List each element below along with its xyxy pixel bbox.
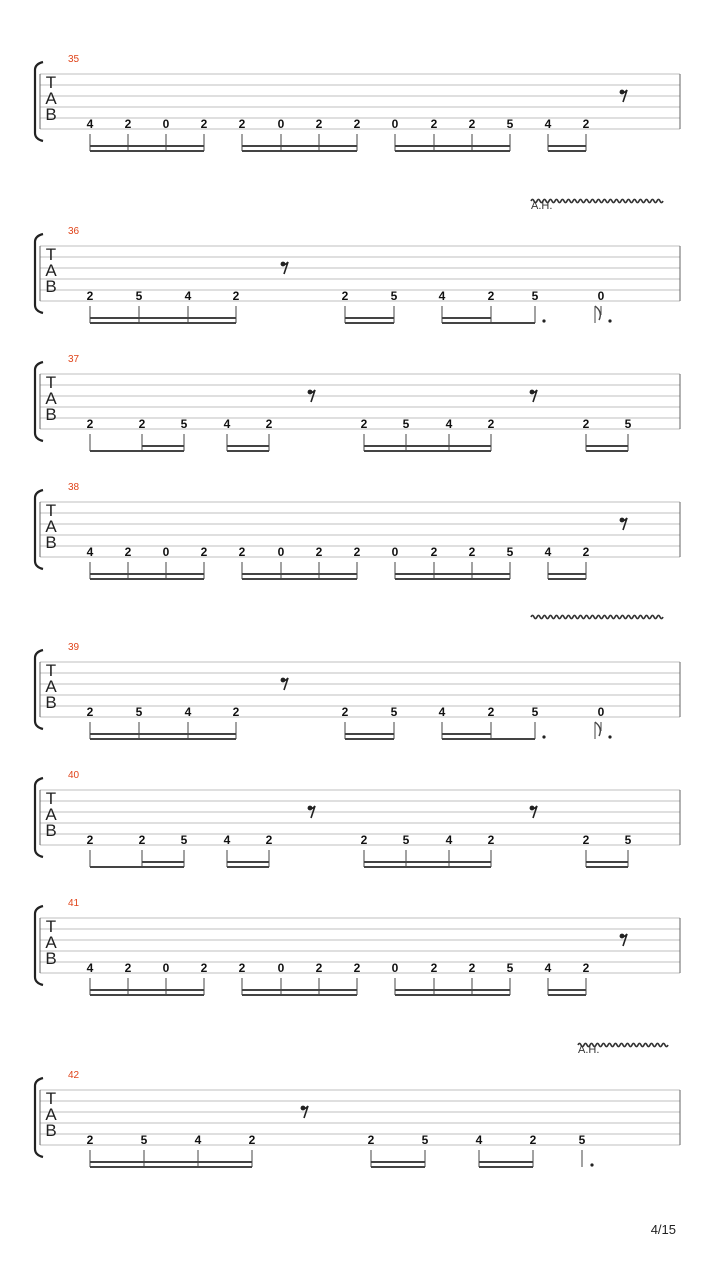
fret-number: 4	[445, 833, 453, 847]
tab-system-35	[35, 54, 680, 151]
fret-number: 2	[265, 833, 273, 847]
fret-number: 5	[531, 289, 539, 303]
fret-number: 4	[184, 705, 192, 719]
fret-number: 2	[353, 961, 361, 975]
augmentation-dot	[608, 735, 611, 738]
fret-number: 5	[531, 705, 539, 719]
fret-number: 5	[506, 545, 514, 559]
fret-number: 2	[86, 417, 94, 431]
tab-clef-a: A	[45, 261, 57, 280]
fret-number: 0	[162, 961, 170, 975]
tab-clef-b: B	[45, 693, 57, 712]
fret-number: 0	[391, 117, 399, 131]
fret-number: 4	[544, 961, 552, 975]
tab-system-37	[35, 354, 680, 451]
tab-clef-t: T	[45, 373, 57, 392]
tab-clef-b: B	[45, 533, 57, 552]
fret-number: 2	[582, 833, 590, 847]
fret-number: 2	[582, 961, 590, 975]
fret-number: 2	[238, 117, 246, 131]
measure-number: 40	[68, 770, 80, 781]
fret-number: 2	[200, 117, 208, 131]
fret-number: 2	[529, 1133, 537, 1147]
fret-number: 0	[277, 545, 285, 559]
fret-number: 2	[124, 117, 132, 131]
fret-number: 5	[506, 961, 514, 975]
page-number: 4/15	[650, 1222, 676, 1237]
tab-clef-a: A	[45, 89, 57, 108]
measure-number: 36	[68, 226, 80, 237]
fret-number: 2	[430, 545, 438, 559]
fret-number: 2	[124, 961, 132, 975]
fret-number: 2	[265, 417, 273, 431]
fret-number: 2	[248, 1133, 256, 1147]
measure-number: 37	[68, 354, 80, 365]
fret-number: 4	[475, 1133, 483, 1147]
fret-number: 5	[390, 705, 398, 719]
fret-number: 2	[360, 833, 368, 847]
fret-number: 2	[582, 417, 590, 431]
tab-system-41	[35, 898, 680, 995]
fret-number: 5	[624, 833, 632, 847]
tab-system-42	[35, 1043, 680, 1167]
fret-number: 5	[135, 705, 143, 719]
note-flag	[595, 306, 600, 320]
measure-number: 41	[68, 898, 80, 909]
fret-number: 4	[445, 417, 453, 431]
tab-clef-t: T	[45, 1089, 57, 1108]
tab-system-38	[35, 482, 680, 579]
fret-number: 2	[430, 117, 438, 131]
fret-number: 0	[597, 705, 605, 719]
tab-clef-a: A	[45, 677, 57, 696]
fret-number: 2	[468, 961, 476, 975]
fret-number: 2	[468, 117, 476, 131]
fret-number: 5	[578, 1133, 586, 1147]
fret-number: 5	[506, 117, 514, 131]
tab-clef-a: A	[45, 389, 57, 408]
fret-number: 2	[315, 545, 323, 559]
fret-number: 4	[544, 117, 552, 131]
fret-number: 2	[487, 833, 495, 847]
tab-system-39	[35, 615, 680, 739]
tab-system-40	[35, 770, 680, 867]
fret-number: 2	[360, 417, 368, 431]
augmentation-dot	[542, 319, 545, 322]
fret-number: 2	[232, 289, 240, 303]
tab-clef-t: T	[45, 245, 57, 264]
fret-number: 0	[277, 961, 285, 975]
fret-number: 4	[86, 961, 94, 975]
fret-number: 2	[86, 705, 94, 719]
tab-clef-b: B	[45, 821, 57, 840]
fret-number: 4	[86, 545, 94, 559]
fret-number: 4	[194, 1133, 202, 1147]
fret-number: 2	[367, 1133, 375, 1147]
fret-number: 2	[487, 705, 495, 719]
fret-number: 4	[223, 833, 231, 847]
fret-number: 5	[421, 1133, 429, 1147]
note-flag	[595, 722, 600, 736]
fret-number: 5	[180, 417, 188, 431]
fret-number: 2	[138, 417, 146, 431]
fret-number: 2	[124, 545, 132, 559]
fret-number: 5	[402, 417, 410, 431]
fret-number: 5	[140, 1133, 148, 1147]
tab-systems	[35, 54, 680, 1167]
tab-clef-a: A	[45, 1105, 57, 1124]
tab-clef-a: A	[45, 805, 57, 824]
tab-system-36	[35, 199, 680, 323]
fret-number: 2	[582, 545, 590, 559]
tab-clef-t: T	[45, 501, 57, 520]
tab-clef-t: T	[45, 661, 57, 680]
augmentation-dot	[542, 735, 545, 738]
tab-clef-a: A	[45, 517, 57, 536]
fret-number: 2	[468, 545, 476, 559]
fret-number: 5	[624, 417, 632, 431]
tab-clef-b: B	[45, 405, 57, 424]
measure-number: 35	[68, 54, 80, 65]
fret-number: 0	[162, 117, 170, 131]
measure-number: 42	[68, 1070, 80, 1081]
tab-clef-a: A	[45, 933, 57, 952]
tab-clef-t: T	[45, 917, 57, 936]
fret-number: 2	[487, 289, 495, 303]
tab-clef-b: B	[45, 277, 57, 296]
fret-number: 4	[544, 545, 552, 559]
fret-number: 2	[86, 1133, 94, 1147]
fret-number: 2	[86, 833, 94, 847]
fret-number: 2	[341, 289, 349, 303]
fret-number: 2	[315, 117, 323, 131]
fret-number: 0	[277, 117, 285, 131]
artificial-harmonic-label: A.H.	[578, 1044, 600, 1056]
fret-number: 5	[390, 289, 398, 303]
fret-number: 2	[582, 117, 590, 131]
fret-number: 2	[487, 417, 495, 431]
fret-number: 4	[438, 705, 446, 719]
tab-clef-b: B	[45, 1121, 57, 1140]
fret-number: 2	[86, 289, 94, 303]
fret-number: 2	[238, 961, 246, 975]
vibrato-line	[531, 615, 663, 618]
fret-number: 0	[391, 961, 399, 975]
measure-number: 38	[68, 482, 80, 493]
fret-number: 4	[223, 417, 231, 431]
fret-number: 0	[162, 545, 170, 559]
fret-number: 2	[200, 961, 208, 975]
fret-number: 2	[200, 545, 208, 559]
fret-number: 0	[597, 289, 605, 303]
fret-number: 4	[86, 117, 94, 131]
measure-number: 39	[68, 642, 80, 653]
tab-clef-b: B	[45, 949, 57, 968]
fret-number: 4	[184, 289, 192, 303]
fret-number: 2	[341, 705, 349, 719]
fret-number: 5	[135, 289, 143, 303]
augmentation-dot	[590, 1163, 593, 1166]
fret-number: 2	[138, 833, 146, 847]
augmentation-dot	[608, 319, 611, 322]
fret-number: 2	[232, 705, 240, 719]
fret-number: 2	[353, 117, 361, 131]
artificial-harmonic-label: A.H.	[531, 200, 553, 212]
fret-number: 2	[315, 961, 323, 975]
tab-clef-b: B	[45, 105, 57, 124]
fret-number: 5	[402, 833, 410, 847]
fret-number: 2	[238, 545, 246, 559]
tab-clef-t: T	[45, 73, 57, 92]
fret-number: 5	[180, 833, 188, 847]
tab-clef-t: T	[45, 789, 57, 808]
fret-number: 2	[353, 545, 361, 559]
fret-number: 0	[391, 545, 399, 559]
fret-number: 2	[430, 961, 438, 975]
fret-number: 4	[438, 289, 446, 303]
